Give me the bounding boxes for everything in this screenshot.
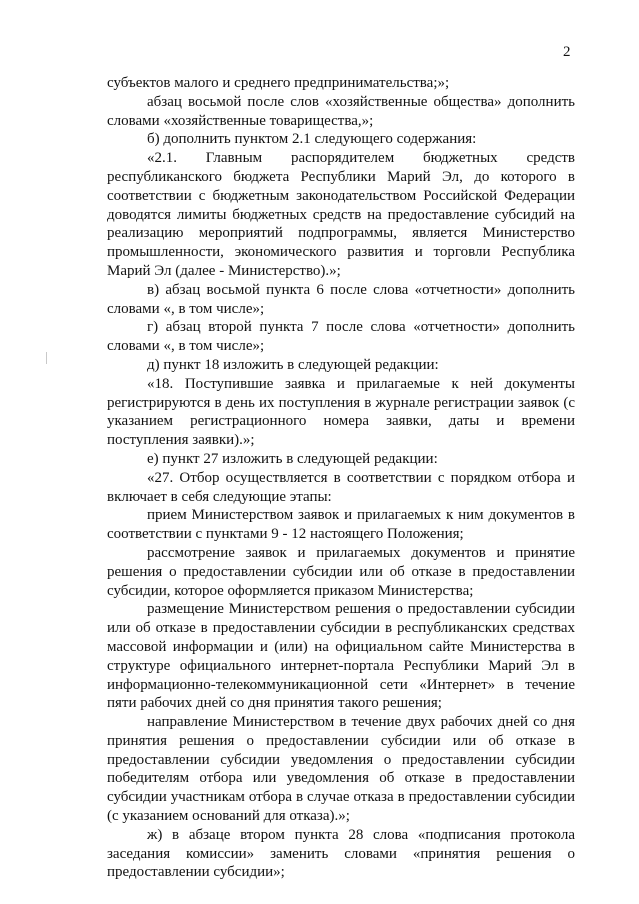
paragraph: в) абзац восьмой пункта 6 после слова «отчетности» дополнить словами «, в том числе»; <box>107 281 575 317</box>
paragraph: субъектов малого и среднего предпринимательства;»; <box>107 75 450 91</box>
paragraph: абзац восьмой после слов «хозяйственные общества» дополнить словами «хозяйственные товарищества,»; <box>107 93 575 129</box>
paragraph: «2.1. Главным распорядителем бюджетных средств республиканского бюджета Республики Марий Эл, до которого в соответствии с бюджетным законодательством Российской Федерации доводятся лимиты бюджетных средств на предоставление субсидий на реализацию мероприятий подпрограммы, является Министерство промышленности, экономического развития и торговли Республика Марий Эл (далее - Министерство).»; <box>107 150 575 279</box>
scan-mark <box>46 352 47 364</box>
paragraph: ж) в абзаце втором пункта 28 слова «подписания протокола заседания комиссии» заменить словами «принятия решения о предоставлении субсидии»; <box>107 826 575 881</box>
paragraph: «27. Отбор осуществляется в соответствии с порядком отбора и включает в себя следующие этапы: <box>107 469 575 505</box>
paragraph: рассмотрение заявок и прилагаемых документов и принятие решения о предоставлении субсидии или об отказе в предоставлении субсидии, которое оформляется приказом Министерства; <box>107 544 575 599</box>
paragraph: размещение Министерством решения о предоставлении субсидии или об отказе в предоставлении субсидии в республиканских средствах массовой информации и (или) на официальном сайте Министерства в структуре официального интернет-портала Республики Марий Эл в информационно-телекоммуникационной сети «Интернет» в течение пяти рабочих дней со дня принятия такого решения; <box>107 601 575 712</box>
paragraph: прием Министерством заявок и прилагаемых к ним документов в соответствии с пунктами 9 - 12 настоящего Положения; <box>107 507 575 543</box>
paragraph: д) пункт 18 изложить в следующей редакции: <box>147 356 439 373</box>
document-body <box>107 74 575 882</box>
paragraph: «18. Поступившие заявка и прилагаемые к ней документы регистрируются в день их поступления в журнале регистрации заявок (с указанием регистрационного номера заявки, даты и времени поступления заявки).»; <box>107 375 575 449</box>
paragraph: направление Министерством в течение двух рабочих дней со дня принятия решения о предоставлении субсидии или об отказе в предоставлении субсидии уведомления о предоставлении субсидии победителям отбора или уведомления об отказе в предоставлении субсидии участникам отбора в случае отказа в предоставлении субсидии (с указанием оснований для отказа).»; <box>107 714 575 825</box>
paragraph: е) пункт 27 изложить в следующей редакции: <box>147 450 438 467</box>
paragraph: г) абзац второй пункта 7 после слова «отчетности» дополнить словами «, в том числе»; <box>107 319 575 355</box>
paragraph: б) дополнить пунктом 2.1 следующего содержания: <box>147 131 477 148</box>
page-number: 2 <box>563 44 571 60</box>
